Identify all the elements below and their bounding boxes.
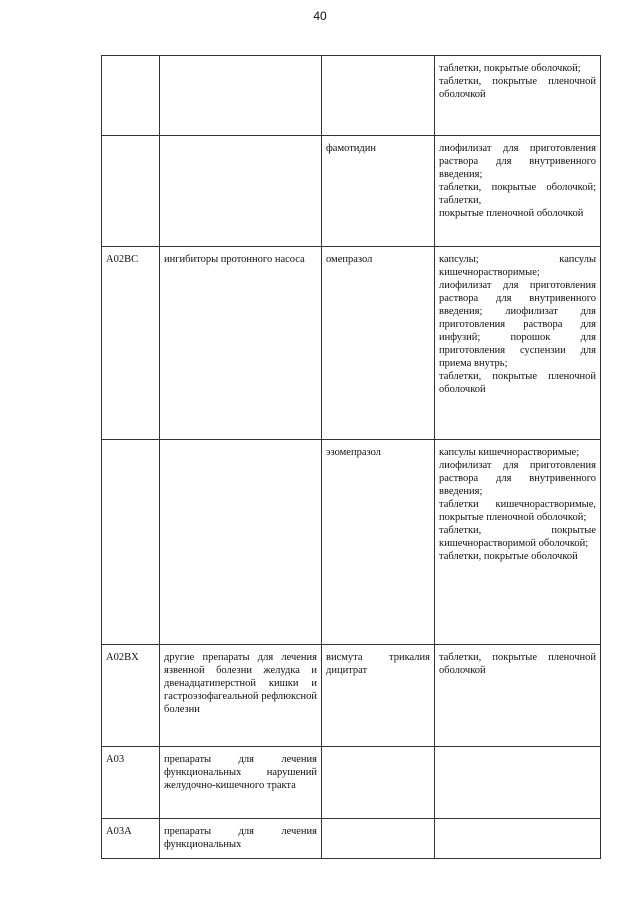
drug-name-cell <box>322 819 435 859</box>
dosage-form-cell: таблетки, покрытые оболочкой; таблетки, покрытые пленочной оболочкой <box>435 56 601 136</box>
atc-code-cell <box>102 440 160 645</box>
table-row <box>102 247 601 440</box>
table-row <box>102 819 601 859</box>
drug-name-cell: висмута трикалия дицитрат <box>322 645 435 747</box>
dosage-form-cell <box>435 747 601 819</box>
drug-name-cell <box>322 56 435 136</box>
drug-name-cell: омепразол <box>322 247 435 440</box>
group-cell: другие препараты для лечения язвенной болезни желудка и двенадцатиперстной кишки и гастроэзофагеальной рефлюксной болезни <box>160 645 322 747</box>
dosage-form-cell: лиофилизат для приготовления раствора для внутривенного введения; таблетки, покрытые оболочкой; таблетки, покрытые пленочной оболочкой <box>435 136 601 247</box>
group-cell <box>160 136 322 247</box>
atc-code-cell <box>102 56 160 136</box>
dosage-form-cell: капсулы кишечнорастворимые; лиофилизат для приготовления раствора для внутривенного введения; таблетки кишечнорастворимые, покрытые пленочной оболочкой; таблетки, покрытые кишечнорастворимой оболочкой; таблетки, покрытые оболочкой <box>435 440 601 645</box>
group-cell <box>160 440 322 645</box>
dosage-form-cell <box>435 819 601 859</box>
drug-table <box>101 55 601 859</box>
group-cell: ингибиторы протонного насоса <box>160 247 322 440</box>
atc-code-cell: A03 <box>102 747 160 819</box>
atc-code-cell: A02BC <box>102 247 160 440</box>
group-cell <box>160 56 322 136</box>
drug-name-cell <box>322 747 435 819</box>
drug-name-cell: эзомепразол <box>322 440 435 645</box>
table-row <box>102 440 601 645</box>
table-row <box>102 136 601 247</box>
table-row <box>102 747 601 819</box>
drug-name-cell: фамотидин <box>322 136 435 247</box>
atc-code-cell: A02BX <box>102 645 160 747</box>
page-number: 40 <box>313 9 327 23</box>
table-row <box>102 56 601 136</box>
dosage-form-cell: капсулы; капсулы кишечнорастворимые; лиофилизат для приготовления раствора для внутривенного введения; лиофилизат для приготовления раствора для инфузий; порошок для приготовления суспензии для приема внутрь; таблетки, покрытые пленочной оболочкой <box>435 247 601 440</box>
group-cell: препараты для лечения функциональных <box>160 819 322 859</box>
atc-code-cell: A03A <box>102 819 160 859</box>
group-cell: препараты для лечения функциональных нарушений желудочно-кишечного тракта <box>160 747 322 819</box>
table-row <box>102 645 601 747</box>
atc-code-cell <box>102 136 160 247</box>
dosage-form-cell: таблетки, покрытые пленочной оболочкой <box>435 645 601 747</box>
